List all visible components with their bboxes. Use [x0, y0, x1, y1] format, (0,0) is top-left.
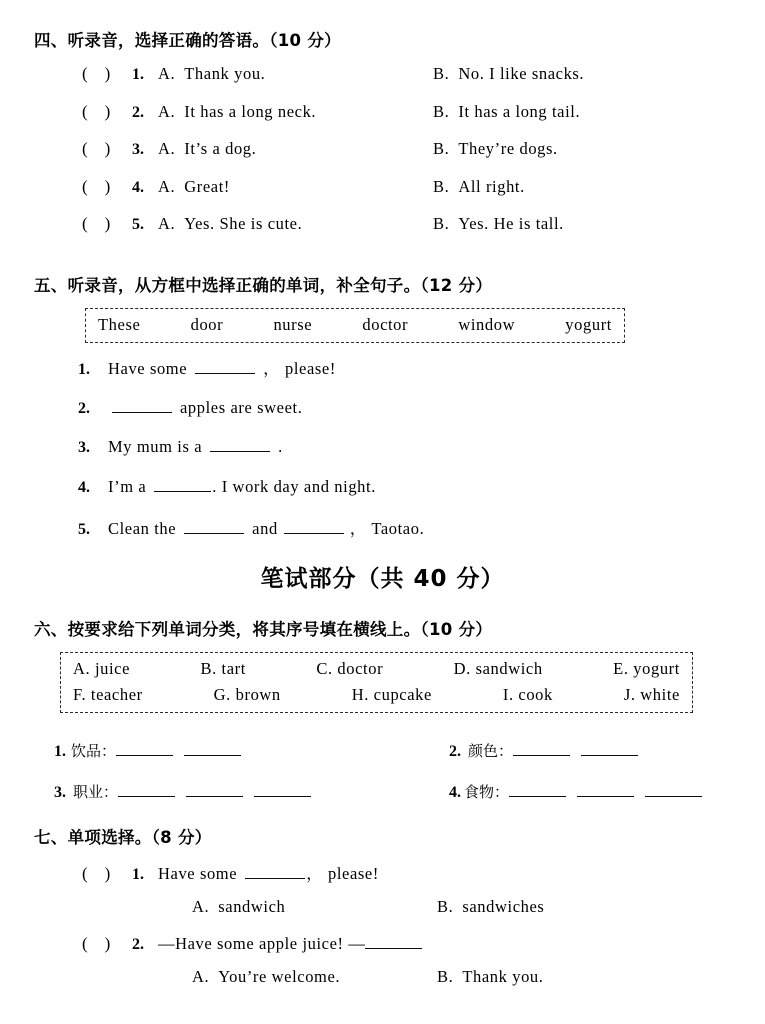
question-row: [70, 139, 750, 159]
category-label: 饮品：: [71, 742, 117, 761]
category-blanks: [513, 740, 645, 761]
item-number: 2.: [449, 743, 461, 761]
sentence-pre: Have some: [108, 359, 188, 378]
word-bank-item: nurse: [273, 315, 313, 334]
word-bank-item: D. sandwich: [453, 659, 543, 678]
section-6-heading: 六、按要求给下列单词分类，将其序号填在横线上。（10 分）: [34, 620, 493, 639]
word-bank-item: H. cupcake: [351, 685, 432, 704]
question-number: 1.: [132, 866, 144, 883]
option-a-text: Yes. She is cute.: [184, 214, 303, 233]
answer-bracket[interactable]: ( ): [82, 934, 111, 954]
section-4-heading: 四、听录音，选择正确的答语。（10 分）: [34, 31, 341, 50]
word-bank-item: doctor: [362, 315, 409, 334]
option-a-text: It’s a dog.: [184, 139, 257, 158]
sentence-mid: apples are sweet.: [180, 398, 303, 418]
answer-blank[interactable]: [509, 781, 566, 797]
question-number: 2.: [132, 103, 144, 121]
section-5-heading: 五、听录音，从方框中选择正确的单词，补全句子。（12 分）: [34, 276, 493, 295]
option-b: [433, 139, 558, 159]
sentence-pre: My mum is a: [108, 437, 203, 457]
category-label: 职业：: [73, 783, 119, 802]
answer-bracket[interactable]: ( ): [82, 64, 111, 83]
option-a: [158, 214, 433, 234]
word-bank-row: [73, 685, 680, 705]
sentence-mid: ， please!: [263, 359, 336, 378]
word-bank-row: [73, 659, 680, 679]
question-number: 2.: [132, 936, 144, 954]
category-item: [46, 740, 449, 761]
category-item: [46, 781, 449, 802]
question-row: [70, 64, 750, 84]
answer-blank[interactable]: [118, 781, 175, 797]
word-bank-item: These: [98, 315, 141, 334]
word-bank-item: G. brown: [213, 685, 281, 704]
answer-blank[interactable]: [195, 358, 255, 374]
answer-blank[interactable]: [365, 933, 422, 949]
option-b-label: B.: [433, 64, 450, 83]
question-stem-pre: —Have some apple juice! —: [158, 934, 366, 954]
option-a-label: A.: [158, 101, 176, 121]
option-row: [70, 897, 750, 917]
option-b-label: B.: [433, 214, 450, 233]
item-number: 1.: [54, 743, 66, 761]
sentence-pre: Clean the: [108, 518, 177, 538]
word-bank-item: J. white: [623, 685, 680, 704]
answer-bracket[interactable]: ( ): [82, 214, 111, 233]
word-bank-item: I. cook: [502, 685, 553, 704]
word-bank-item: C. doctor: [316, 659, 384, 678]
option-b-label: B.: [433, 101, 450, 121]
category-item: [449, 781, 709, 802]
answer-blank[interactable]: [284, 517, 344, 533]
option-a-text: Thank you.: [184, 64, 266, 83]
option-b: [433, 64, 584, 84]
word-bank-item: yogurt: [565, 315, 612, 334]
fill-in-row: [78, 397, 698, 418]
option-b-text: Yes. He is tall.: [458, 214, 564, 233]
answer-blank[interactable]: [184, 517, 244, 533]
sentence-mid: .: [278, 437, 283, 457]
word-bank-item: A. juice: [73, 659, 131, 678]
question-stem-post: ， please!: [306, 864, 379, 883]
option-a[interactable]: [192, 967, 437, 987]
category-row: [46, 781, 746, 802]
answer-blank[interactable]: [112, 397, 172, 413]
fill-in-row: [78, 436, 698, 457]
option-b-label: B.: [437, 897, 454, 916]
option-b-text: It has a long tail.: [458, 101, 581, 121]
option-a: [158, 139, 433, 159]
option-a: [158, 102, 433, 122]
sentence-post: ， Taotao.: [349, 518, 425, 538]
part-title: 笔试部分（共 40 分）: [260, 566, 505, 592]
category-blanks: [116, 740, 248, 761]
question-row: [70, 177, 750, 197]
option-b: [433, 214, 564, 234]
option-b-text: No. I like snacks.: [458, 64, 585, 83]
category-row: [46, 740, 746, 761]
option-b-text: All right.: [458, 176, 525, 196]
option-b-text: sandwiches: [462, 897, 545, 916]
answer-bracket[interactable]: ( ): [82, 101, 111, 121]
section-7-heading: 七、单项选择。（8 分）: [34, 828, 212, 847]
answer-blank[interactable]: [154, 475, 211, 491]
answer-blank[interactable]: [254, 781, 311, 797]
option-b-label: B.: [433, 176, 450, 196]
answer-blank[interactable]: [116, 740, 173, 756]
question-row: [70, 102, 750, 122]
answer-blank[interactable]: [577, 781, 634, 797]
option-b: [433, 177, 525, 197]
category-label: 食物：: [464, 783, 510, 802]
category-blanks: [118, 781, 318, 802]
answer-blank[interactable]: [184, 740, 241, 756]
fill-in-row: [78, 355, 698, 379]
option-a: [158, 177, 433, 197]
category-label: 颜色：: [468, 742, 514, 761]
option-a: [158, 64, 433, 84]
option-b: [433, 102, 580, 122]
section-4-question-list: [70, 64, 750, 252]
word-bank-item: F. teacher: [73, 685, 143, 704]
answer-bracket[interactable]: ( ): [82, 139, 111, 158]
question-row: [70, 933, 750, 954]
section-5-sentence-list: [78, 355, 698, 557]
option-b-label: B.: [433, 139, 450, 158]
item-number: 2.: [78, 400, 90, 418]
question-number: 3.: [132, 141, 144, 158]
answer-bracket[interactable]: ( ): [82, 176, 111, 196]
fill-in-row: [78, 515, 698, 539]
word-bank-item: door: [190, 315, 224, 334]
section-6-category-list: [46, 740, 746, 822]
sentence-mid: and: [252, 518, 278, 538]
item-number: 4.: [449, 784, 461, 802]
item-number: 3.: [54, 784, 66, 802]
category-item: [449, 740, 645, 761]
option-b-text: Thank you.: [462, 967, 544, 987]
option-a[interactable]: [192, 897, 437, 917]
sentence-pre: I’m a: [108, 476, 147, 496]
item-number: 5.: [78, 520, 90, 538]
option-row: [70, 967, 750, 987]
question-stem-pre: Have some: [158, 864, 238, 883]
option-a-text: It has a long neck.: [184, 101, 317, 121]
category-blanks: [509, 781, 709, 802]
option-a-label: A.: [158, 64, 176, 83]
item-number: 1.: [78, 361, 90, 378]
option-a-label: A.: [158, 214, 176, 233]
section-5-word-bank: [85, 308, 625, 343]
item-number: 4.: [78, 478, 90, 496]
option-a-text: sandwich: [218, 897, 286, 916]
option-a-label: A.: [192, 897, 210, 916]
question-number: 4.: [132, 178, 144, 196]
section-7-question-list: [70, 860, 750, 1003]
option-a-text: You’re welcome.: [218, 967, 341, 987]
answer-blank[interactable]: [581, 740, 638, 756]
option-b-text: They’re dogs.: [458, 139, 558, 158]
answer-blank[interactable]: [186, 781, 243, 797]
question-row: [70, 214, 750, 234]
option-b[interactable]: [437, 967, 544, 987]
section-6-word-bank: [60, 652, 693, 713]
option-a-label: A.: [192, 967, 210, 987]
option-b-label: B.: [437, 967, 454, 987]
word-bank-item: E. yogurt: [613, 659, 680, 678]
question-number: 1.: [132, 66, 144, 83]
answer-blank[interactable]: [245, 863, 305, 879]
option-b[interactable]: [437, 897, 544, 917]
option-a-label: A.: [158, 139, 176, 158]
option-a-label: A.: [158, 176, 176, 196]
item-number: 3.: [78, 439, 90, 457]
answer-blank[interactable]: [513, 740, 570, 756]
answer-bracket[interactable]: ( ): [82, 864, 111, 883]
sentence-mid: . I work day and night.: [212, 476, 376, 496]
fill-in-row: [78, 475, 698, 496]
word-bank-item: window: [458, 315, 516, 334]
option-a-text: Great!: [184, 176, 230, 196]
answer-blank[interactable]: [210, 436, 270, 452]
word-bank-item: B. tart: [200, 659, 246, 678]
question-number: 5.: [132, 216, 144, 233]
question-row: [70, 860, 750, 884]
answer-blank[interactable]: [645, 781, 702, 797]
